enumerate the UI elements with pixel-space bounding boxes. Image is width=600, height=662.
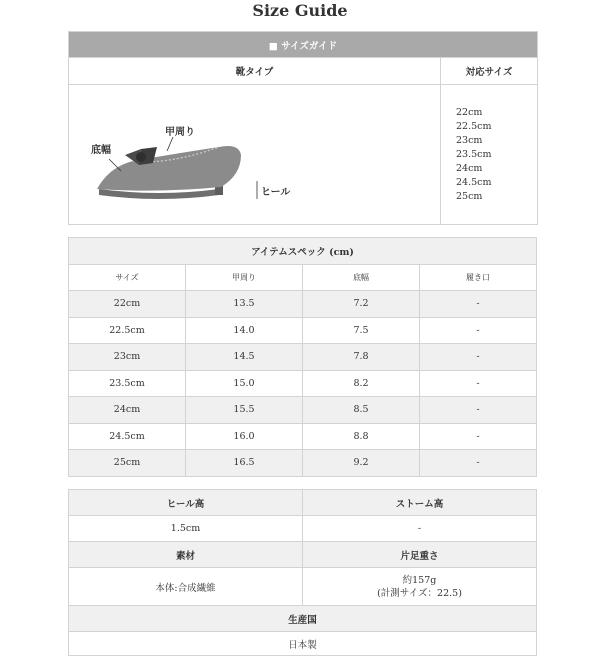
table-row xyxy=(69,397,537,424)
size-item: 22.5cm xyxy=(456,120,492,132)
toe-width-label: 底幅 xyxy=(91,145,111,156)
cell: 13.5 xyxy=(186,291,303,318)
cell: 7.2 xyxy=(303,291,420,318)
weight-note: (計測サイズ：22.5) xyxy=(377,587,462,599)
cell: - xyxy=(420,370,537,397)
cell: 23.5cm xyxy=(69,370,186,397)
size-guide-table xyxy=(68,31,538,225)
cell: - xyxy=(420,450,537,477)
spec-col-width: 底幅 xyxy=(303,264,420,291)
cell: 23cm xyxy=(69,344,186,371)
origin-label: 生産国 xyxy=(69,606,537,632)
stom-height-label: ストーム高 xyxy=(303,490,537,516)
size-item: 23cm xyxy=(456,134,483,146)
spec-col-opening: 履き口 xyxy=(420,264,537,291)
table-row xyxy=(69,344,537,371)
cell: 8.2 xyxy=(303,370,420,397)
cell: 16.0 xyxy=(186,423,303,450)
table-row xyxy=(69,291,537,318)
cell: 24cm xyxy=(69,397,186,424)
size-item: 24.5cm xyxy=(456,176,492,188)
cell: 24.5cm xyxy=(69,423,186,450)
cell: 8.8 xyxy=(303,423,420,450)
heel-height-label: ヒール高 xyxy=(69,490,303,516)
heel-height-value: 1.5cm xyxy=(69,516,303,542)
cell: - xyxy=(420,344,537,371)
details-table xyxy=(68,489,537,656)
cell: 14.5 xyxy=(186,344,303,371)
size-item: 23.5cm xyxy=(456,148,492,160)
size-guide-header: ■ サイズガイド xyxy=(69,32,538,58)
cell: 14.0 xyxy=(186,317,303,344)
instep-label: 甲周り xyxy=(165,127,195,138)
table-row xyxy=(69,450,537,477)
heel-label: ヒール xyxy=(261,187,291,198)
cell: - xyxy=(420,317,537,344)
size-item: 25cm xyxy=(456,190,483,202)
table-row xyxy=(69,423,537,450)
table-row xyxy=(69,370,537,397)
page-title: Size Guide xyxy=(252,1,348,20)
cell: - xyxy=(420,423,537,450)
cell: 15.5 xyxy=(186,397,303,424)
weight-amount: 約157g xyxy=(402,574,437,586)
cell: 15.0 xyxy=(186,370,303,397)
weight-value xyxy=(303,568,537,606)
shoe-illustration-cell xyxy=(69,85,441,225)
sizes-header: 対応サイズ xyxy=(441,58,538,85)
cell: 7.5 xyxy=(303,317,420,344)
table-row xyxy=(69,317,537,344)
size-item: 24cm xyxy=(456,162,483,174)
item-spec-table xyxy=(68,237,537,477)
spec-col-size: サイズ xyxy=(69,264,186,291)
spec-col-instep: 甲周り xyxy=(186,264,303,291)
cell: 8.5 xyxy=(303,397,420,424)
material-value: 本体:合成繊維 xyxy=(69,568,303,606)
cell: 16.5 xyxy=(186,450,303,477)
spec-title: アイテムスペック (cm) xyxy=(69,238,537,265)
cell: 22cm xyxy=(69,291,186,318)
material-label: 素材 xyxy=(69,542,303,568)
origin-value: 日本製 xyxy=(69,632,537,656)
sizes-list xyxy=(441,85,538,225)
shoe-type-header: 靴タイプ xyxy=(69,58,441,85)
stom-height-value: - xyxy=(303,516,537,542)
cell: - xyxy=(420,397,537,424)
cell: 25cm xyxy=(69,450,186,477)
size-item: 22cm xyxy=(456,106,483,118)
shoe-illustration xyxy=(69,85,441,224)
weight-label: 片足重さ xyxy=(303,542,537,568)
cell: 9.2 xyxy=(303,450,420,477)
cell: - xyxy=(420,291,537,318)
cell: 22.5cm xyxy=(69,317,186,344)
cell: 7.8 xyxy=(303,344,420,371)
